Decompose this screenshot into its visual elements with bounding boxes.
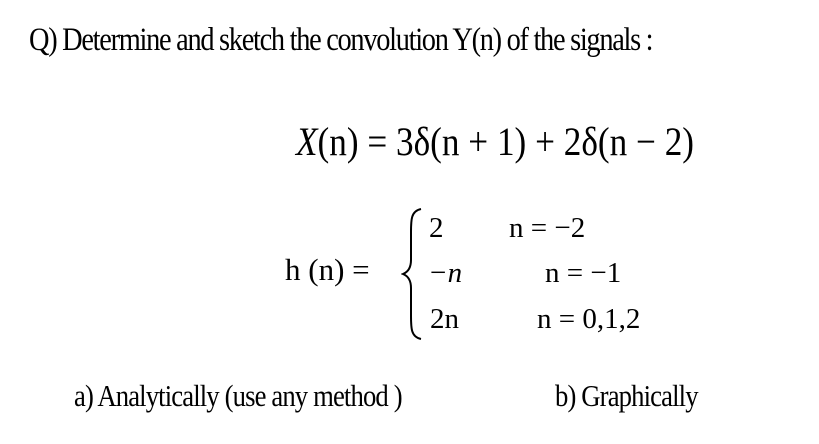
h-case-value-3: 2n xyxy=(430,303,459,335)
h-case-condition-3: n = 0,1,2 xyxy=(537,303,641,335)
part-b-label: b) Graphically xyxy=(555,378,698,413)
x-signal-lhs-arg: (n) xyxy=(317,119,359,164)
h-case-value-2: −n xyxy=(428,257,463,289)
h-case-value-1: 2 xyxy=(429,212,444,244)
x-signal-lhs-var: X xyxy=(296,119,318,164)
x-signal-rhs: = 3δ(n + 1) + 2δ(n − 2) xyxy=(367,119,695,164)
h-signal-lhs: h (n) = xyxy=(285,252,370,287)
part-a-label: a) Analytically (use any method ) xyxy=(74,378,402,413)
piecewise-brace-icon xyxy=(401,206,425,342)
h-case-condition-1: n = −2 xyxy=(509,212,586,244)
h-case-condition-2: n = −1 xyxy=(545,257,622,289)
question-text: Q) Determine and sketch the convolution Y(n) of the signals : xyxy=(29,22,653,58)
x-signal-equation xyxy=(296,118,694,165)
